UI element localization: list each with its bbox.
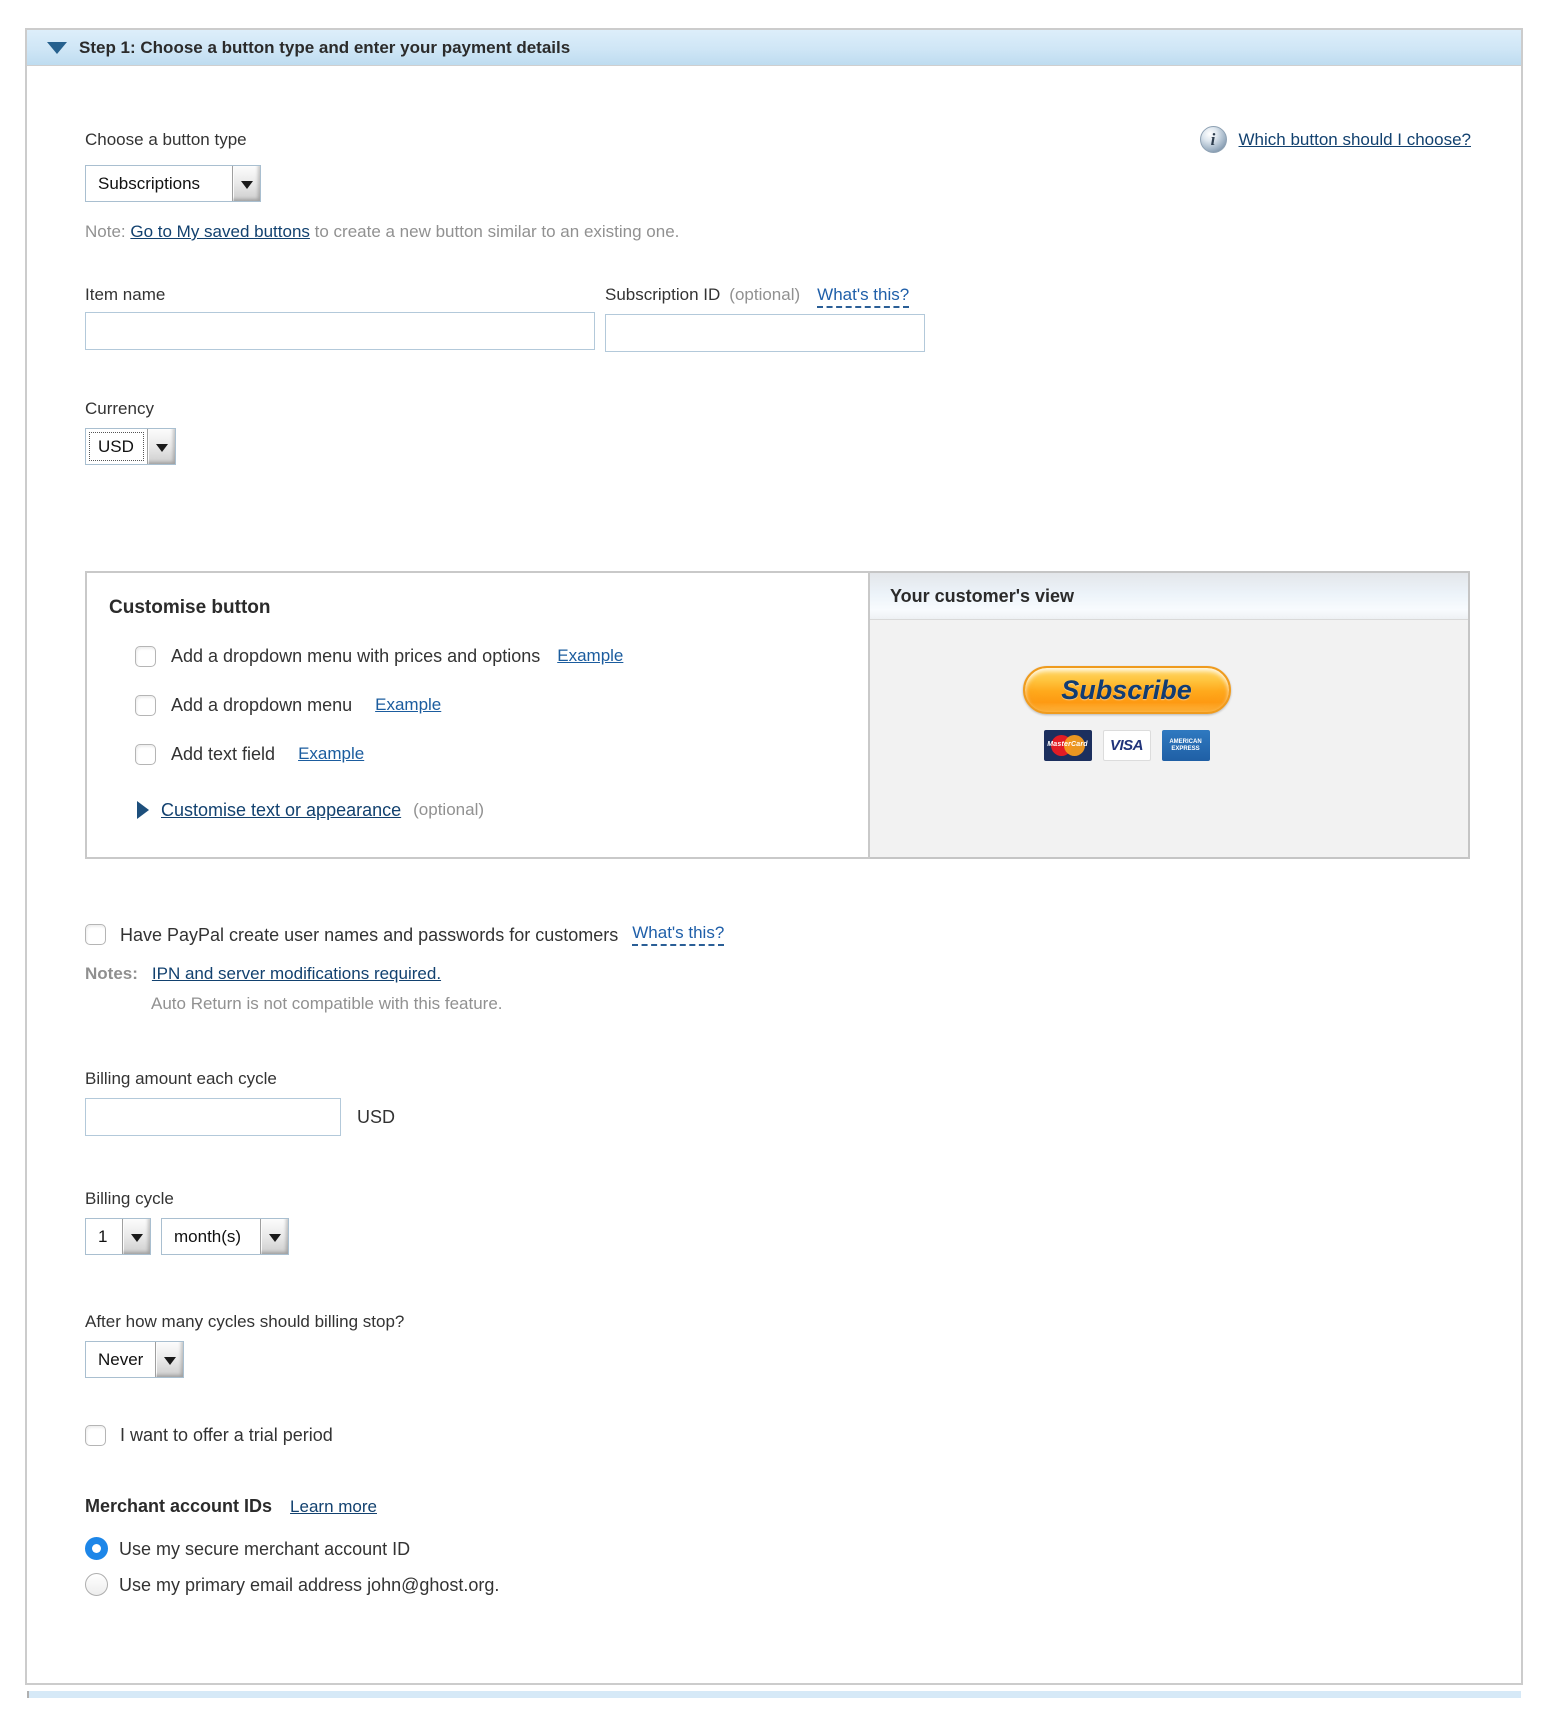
currency-selected-value: USD — [86, 429, 147, 464]
customer-view-panel — [870, 571, 1470, 859]
billing-amount-label: Billing amount each cycle — [85, 1069, 277, 1088]
add-dropdown-prices-label: Add a dropdown menu with prices and options — [171, 646, 541, 666]
button-type-label: Choose a button type — [85, 129, 247, 149]
billing-stop-value: Never — [98, 1349, 144, 1369]
auto-return-note: Auto Return is not compatible with this feature. — [151, 994, 503, 1013]
dropdown-arrow-icon — [155, 1342, 183, 1377]
primary-email-label: Use my primary email address john@ghost.org. — [119, 1574, 500, 1595]
card-icons-row — [1044, 730, 1210, 761]
add-dropdown-example-link[interactable]: Example — [375, 695, 442, 714]
item-name-label: Item name — [85, 285, 166, 304]
customer-view-title: Your customer's view — [890, 585, 1075, 606]
subscription-id-input[interactable] — [605, 314, 925, 352]
step1-header[interactable] — [27, 30, 1521, 66]
customer-view-header — [870, 573, 1468, 620]
visa-icon: VISA — [1103, 730, 1151, 761]
next-step-header-sliver — [27, 1691, 1521, 1698]
note-suffix: to create a new button similar to an existing one. — [309, 222, 680, 241]
step1-body — [27, 126, 1521, 1596]
billing-cycle-label: Billing cycle — [85, 1189, 174, 1208]
paypal-user-accounts-checkbox[interactable] — [85, 924, 106, 945]
trial-period-checkbox[interactable] — [85, 1425, 106, 1446]
currency-select[interactable] — [85, 428, 176, 465]
saved-buttons-note — [85, 222, 1471, 242]
step1-section — [25, 28, 1523, 1685]
step1-title: Step 1: Choose a button type and enter your payment details — [79, 37, 571, 57]
which-button-link[interactable]: Which button should I choose? — [1238, 129, 1471, 149]
add-dropdown-label: Add a dropdown menu — [171, 695, 353, 715]
customise-button-panel — [85, 571, 870, 859]
subscription-id-label: Subscription ID — [605, 285, 721, 304]
billing-cycle-unit-select[interactable] — [161, 1218, 289, 1255]
billing-amount-currency: USD — [357, 1107, 396, 1127]
add-text-field-label: Add text field — [171, 744, 276, 764]
expand-arrow-icon — [137, 801, 149, 819]
collapse-arrow-icon — [47, 42, 67, 54]
add-dropdown-prices-checkbox[interactable] — [135, 646, 156, 667]
trial-period-label: I want to offer a trial period — [120, 1425, 333, 1445]
info-icon: i — [1200, 126, 1227, 153]
merchant-account-ids-title: Merchant account IDs — [85, 1496, 273, 1516]
billing-stop-label: After how many cycles should billing stop? — [85, 1312, 405, 1331]
customise-option-row — [135, 694, 868, 716]
customise-optional-text: (optional) — [413, 800, 485, 819]
saved-buttons-link[interactable]: Go to My saved buttons — [130, 222, 310, 241]
mastercard-icon: MasterCard — [1044, 730, 1092, 761]
dropdown-arrow-icon — [232, 166, 260, 201]
dropdown-arrow-icon — [147, 429, 175, 464]
item-name-input[interactable] — [85, 312, 595, 350]
merchant-learn-more-link[interactable]: Learn more — [290, 1497, 377, 1516]
subscription-id-optional: (optional) — [729, 285, 801, 304]
paypal-user-accounts-whats-this-link[interactable]: What's this? — [632, 923, 724, 946]
currency-label: Currency — [85, 399, 154, 418]
customise-button-title: Customise button — [109, 597, 271, 618]
note-prefix: Note: — [85, 222, 131, 241]
secure-merchant-id-label: Use my secure merchant account ID — [119, 1538, 411, 1559]
billing-stop-select[interactable] — [85, 1341, 184, 1378]
customise-option-row — [135, 645, 868, 667]
add-dropdown-prices-example-link[interactable]: Example — [557, 646, 624, 665]
billing-cycle-unit-value: month(s) — [174, 1226, 242, 1246]
dropdown-arrow-icon — [260, 1219, 288, 1254]
amex-icon: AMERICAN EXPRESS — [1162, 730, 1210, 761]
button-type-selected-value: Subscriptions — [98, 173, 201, 193]
button-type-select[interactable] — [85, 165, 261, 202]
paypal-user-accounts-label: Have PayPal create user names and passwords for customers — [120, 924, 619, 945]
add-text-field-checkbox[interactable] — [135, 744, 156, 765]
subscription-id-whats-this-link[interactable]: What's this? — [817, 285, 909, 308]
ipn-modifications-link[interactable]: IPN and server modifications required. — [151, 964, 442, 983]
notes-label: Notes: — [85, 964, 138, 983]
secure-merchant-id-radio[interactable] — [85, 1537, 108, 1560]
dropdown-arrow-icon — [122, 1219, 150, 1254]
billing-cycle-number-select[interactable] — [85, 1218, 151, 1255]
customise-option-row — [135, 743, 868, 765]
subscribe-button-preview: Subscribe — [1023, 666, 1231, 714]
add-text-field-example-link[interactable]: Example — [298, 744, 365, 763]
customer-view-body — [870, 620, 1468, 857]
billing-cycle-number-value: 1 — [98, 1226, 108, 1246]
billing-amount-input[interactable] — [85, 1098, 341, 1136]
add-dropdown-checkbox[interactable] — [135, 695, 156, 716]
customise-text-appearance-link[interactable]: Customise text or appearance — [161, 799, 402, 820]
primary-email-radio[interactable] — [85, 1573, 108, 1596]
